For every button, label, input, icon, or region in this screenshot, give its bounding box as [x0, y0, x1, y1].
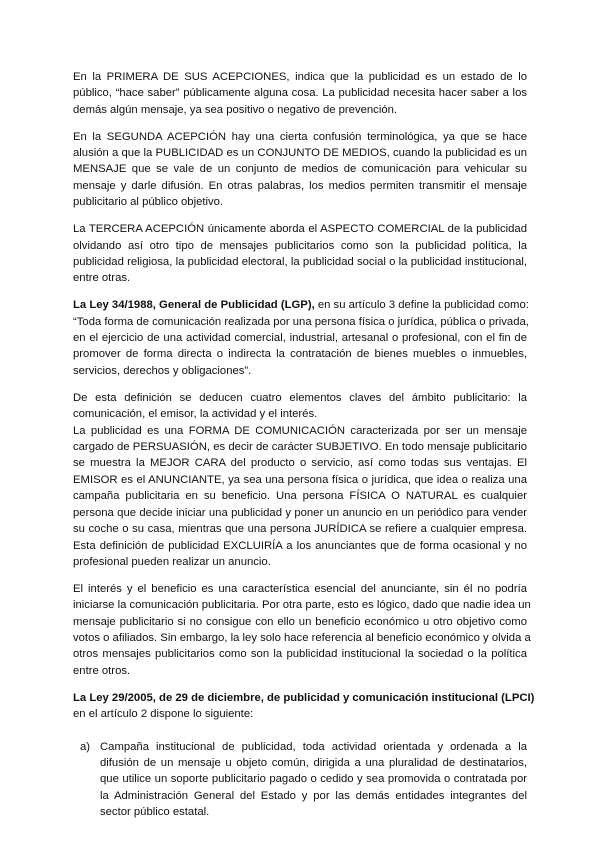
- text-line: [73, 663, 527, 679]
- text-line: [73, 706, 527, 722]
- text-run: mensaje y darle difusión. En otras palabras, los medios permiten transmitir el mensaje: [73, 179, 527, 192]
- text-run: mensaje publicitario si no consigue con ello un beneficio económico u otro objetivo como: [73, 615, 527, 628]
- paragraph: [73, 297, 527, 379]
- paragraph: [73, 221, 527, 287]
- bold-text: La Ley 34/1988, General de Publicidad (LGP),: [73, 299, 315, 312]
- text-line: [73, 521, 527, 537]
- text-line: [73, 597, 531, 613]
- text-run: MENSAJE que se vale de un conjunto de medios de comunicación para vehicular su: [73, 163, 527, 176]
- text-run: entre otros.: [73, 664, 131, 677]
- text-run: olvidando así otro tipo de mensajes publicitarios como son la publicidad política, la: [73, 239, 527, 252]
- text-line: [73, 69, 527, 85]
- text-line: [100, 804, 527, 820]
- bold-text: La Ley 29/2005, de 29 de diciembre, de publicidad y comunicación institucional (LPCI): [73, 691, 535, 704]
- text-run: Esta definición de publicidad EXCLUIRÍA a los anunciantes que de forma ocasional y no: [73, 539, 527, 552]
- text-line: [73, 423, 527, 439]
- paragraph: [73, 690, 535, 723]
- text-run: La TERCERA ACEPCIÓN únicamente aborda el ASPECTO COMERCIAL de la publicidad: [73, 223, 527, 236]
- text-line: [73, 145, 527, 161]
- text-line: [73, 221, 527, 237]
- text-run: la Administración General del Estado y por las demás entidades integrantes del: [100, 789, 527, 802]
- text-line: [73, 505, 527, 521]
- text-run: votos o afiliados. Sin embargo, la ley solo hace referencia al beneficio económico y olvida a: [73, 632, 531, 645]
- text-line: [73, 238, 527, 254]
- text-run: sector público estatal.: [100, 806, 210, 819]
- text-line: [73, 581, 527, 597]
- text-line: [73, 390, 527, 406]
- text-line: [73, 538, 527, 554]
- text-line: [73, 630, 531, 646]
- paragraph: [73, 423, 527, 571]
- text-line: [73, 363, 527, 379]
- text-run: comunicación, el emisor, la actividad y el interés.: [73, 408, 318, 421]
- text-line: [73, 554, 527, 570]
- text-run: demás algún mensaje, ya sea positivo o negativo de prevención.: [73, 103, 398, 116]
- text-line: [73, 194, 527, 210]
- text-run: El interés y el beneficio es una característica esencial del anunciante, sin él no podría: [73, 582, 527, 595]
- document-page: [73, 69, 535, 821]
- text-run: otros mensajes publicitarios como son la publicidad institucional la sociedad o la política: [73, 648, 527, 661]
- text-line: [100, 788, 527, 804]
- text-run: cargado de PERSUASIÓN, es decir de carácter SUBJETIVO. En todo mensaje publicitario: [73, 440, 527, 453]
- text-run: La publicidad es una FORMA DE COMUNICACIÓN caracterizada por ser un mensaje: [73, 424, 527, 437]
- text-run: campaña publicitaria en su beneficio. Una persona FÍSICA O NATURAL es cualquier: [73, 490, 527, 503]
- text-line: [73, 472, 527, 488]
- text-run: En la PRIMERA DE SUS ACEPCIONES, indica que la publicidad es un estado de lo: [73, 71, 527, 83]
- text-line: [73, 102, 527, 118]
- paragraph: [73, 129, 527, 211]
- text-line: [73, 406, 527, 422]
- text-line: [73, 330, 527, 346]
- text-run: promover de forma directa o indirecta la contratación de bienes muebles o inmuebles,: [73, 348, 527, 361]
- text-run: persona que decide iniciar una publicidad y poner un anuncio en un periódico para vender: [73, 506, 527, 519]
- paragraph: [73, 69, 527, 118]
- text-line: [73, 455, 527, 471]
- text-run: De esta definición se deducen cuatro elementos claves del ámbito publicitario: la: [73, 391, 527, 404]
- text-line: [73, 129, 527, 145]
- text-line: [73, 161, 527, 177]
- text-line: [73, 254, 527, 270]
- text-line: [73, 314, 527, 330]
- paragraph: [73, 581, 531, 680]
- text-line: [73, 690, 535, 706]
- text-line: [73, 646, 527, 662]
- text-run: en su artículo 3 define la publicidad como:: [314, 299, 529, 312]
- text-run: profesional pueden realizar un anuncio.: [73, 556, 271, 568]
- text-line: [100, 771, 527, 787]
- text-run: En la SEGUNDA ACEPCIÓN hay una cierta confusión terminológica, ya que se hace: [73, 130, 527, 143]
- text-run: que utilice un soporte publicitario pagado o cedido y sea promovida o contratada por: [100, 773, 527, 786]
- text-run: en el artículo 2 dispone lo siguiente:: [73, 708, 254, 721]
- text-run: en el ejercicio de una actividad comercial, industrial, artesanal o profesional, con el fin de: [73, 332, 527, 345]
- list-marker: a): [80, 740, 91, 753]
- text-line: [73, 297, 527, 313]
- text-run: publicitario al público objetivo.: [73, 196, 224, 209]
- text-run: “Toda forma de comunicación realizada por una persona física o jurídica, pública o privada,: [73, 315, 529, 328]
- paragraph: [73, 390, 527, 423]
- text-run: EMISOR es el ANUNCIANTE, ya sea una persona física o jurídica, que idea o realiza una: [73, 473, 527, 486]
- text-run: Campaña institucional de publicidad, toda actividad orientada y ordenada a la: [100, 740, 527, 753]
- text-run: alusión a que la PUBLICIDAD es un CONJUNTO DE MEDIOS, cuando la publicidad es un: [73, 147, 527, 160]
- text-run: difusión de un mensaje u objeto común, dirigida a una pluralidad de destinatarios,: [100, 756, 527, 769]
- text-line: [73, 614, 527, 630]
- text-run: su coche o su casa, mientras que una persona JURÍDICA se refiere a cualquier empresa.: [73, 523, 527, 536]
- text-line: [73, 85, 527, 101]
- text-run: se muestra la MEJOR CARA del producto o servicio, así como todas sus ventajas. El: [73, 457, 527, 470]
- text-line: [73, 439, 527, 455]
- text-line: [100, 739, 527, 755]
- text-run: entre otras.: [73, 272, 131, 285]
- text-line: [73, 346, 527, 362]
- text-line: [100, 755, 527, 771]
- text-run: público, “hace saber” públicamente alguna cosa. La publicidad necesita hacer saber a los: [73, 87, 527, 100]
- text-run: publicidad religiosa, la publicidad electoral, la publicidad social o la publicidad institucional,: [73, 255, 527, 268]
- text-run: servicios, derechos y obligaciones”.: [73, 364, 252, 377]
- text-line: [73, 178, 527, 194]
- text-line: [73, 270, 527, 286]
- text-line: [73, 488, 527, 504]
- text-run: iniciarse la comunicación publicitaria. Por otra parte, esto es lógico, dado que nadie idea un: [73, 599, 531, 612]
- list-item: [73, 739, 527, 821]
